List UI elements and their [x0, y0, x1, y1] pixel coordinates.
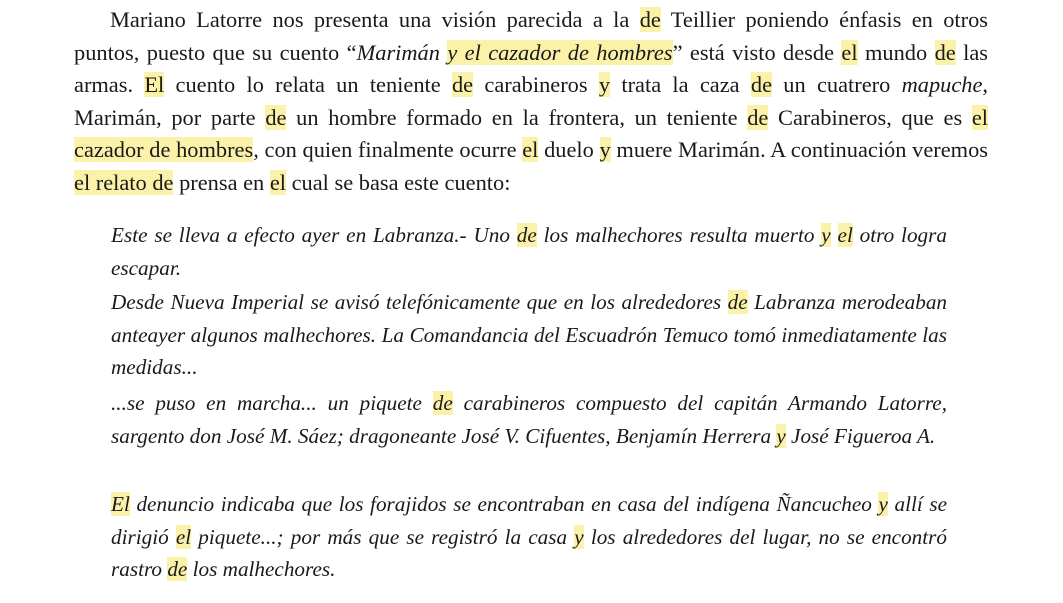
paragraph-text	[74, 7, 988, 195]
highlighted-text: y el cazador de hombres	[447, 39, 673, 65]
highlighted-text: de	[639, 7, 661, 32]
highlighted-text: el relato de	[74, 169, 174, 195]
text-run: carabineros	[473, 72, 599, 98]
text-run: trata la caza	[610, 72, 751, 98]
block-quote-2	[111, 286, 947, 384]
highlighted-text: de	[747, 104, 769, 130]
text-run: , con quien finalmente ocurre	[253, 137, 523, 163]
text-run: las armas.	[74, 39, 988, 98]
text-run: los malhechores.	[187, 557, 336, 581]
text-run	[831, 223, 838, 247]
body-paragraph	[74, 4, 988, 200]
block-quote-1	[111, 219, 947, 284]
highlighted-text: de	[516, 223, 537, 247]
highlighted-text: el	[269, 169, 287, 195]
highlighted-text: de	[750, 72, 773, 98]
highlighted-text: y	[878, 492, 888, 516]
text-run: Carabineros, que es	[768, 104, 972, 130]
highlighted-text: de	[451, 72, 474, 98]
highlighted-text: de	[167, 557, 188, 581]
highlighted-text: y	[599, 137, 611, 163]
text-run: cual se basa este cuento:	[286, 169, 511, 195]
highlighted-text: de	[265, 104, 287, 130]
text-run: Teillier poniendo énfasis en otros puntos, puesto que su cuento “	[74, 7, 988, 65]
text-run: ...se puso en marcha... un piquete	[111, 391, 433, 415]
highlighted-text: y	[821, 223, 831, 247]
text-run: ” está visto desde	[672, 39, 842, 65]
text-run: otro logra escapar.	[111, 223, 947, 280]
text-run: Este se lleva a efecto ayer en Labranza.- Uno	[111, 223, 517, 247]
text-run: muere Marimán. A continuación veremos	[610, 137, 988, 163]
text-run: allí se dirigió	[111, 492, 947, 549]
highlighted-text: y	[598, 72, 611, 98]
text-run: duelo	[538, 137, 600, 163]
text-run: carabineros compuesto del capitán Armando Latorre, sargento don José M. Sáez; dragoneante José V. Cifuentes, Benjamín Herrera	[111, 391, 947, 448]
text-run: cuento lo relata un teniente	[164, 72, 452, 98]
block-quote-4	[111, 488, 947, 586]
text-run: los malhechores resulta muerto	[536, 223, 822, 247]
text-run: Mariano Latorre nos presenta una visión parecida a la	[110, 7, 640, 32]
text-run: mapuche	[901, 72, 983, 98]
text-run: , Marimán, por parte	[74, 72, 989, 130]
highlighted-text: de	[432, 391, 453, 415]
text-run: un cuatrero	[772, 72, 902, 98]
highlighted-text: el	[837, 223, 853, 247]
block-quote-3	[111, 387, 947, 452]
text-run: piquete...; por más que se registró la casa	[191, 524, 575, 549]
text-run: prensa en	[173, 169, 270, 195]
highlighted-text: el	[841, 39, 858, 65]
text-run: Marimán	[356, 39, 448, 65]
text-run: Labranza merodeaban anteayer algunos malhechores. La Comandancia del Escuadrón Temuco tomó inmediatamente las medidas...	[111, 290, 948, 379]
highlighted-text: de	[934, 39, 956, 65]
text-run: Desde Nueva Imperial se avisó telefónicamente que en los alrededores	[111, 290, 728, 314]
highlighted-text: de	[727, 290, 748, 314]
highlighted-text: y	[776, 423, 786, 448]
highlighted-text: el cazador de hombres	[74, 104, 989, 163]
highlighted-text: y	[574, 524, 584, 549]
text-run: mundo	[857, 39, 935, 65]
text-run: los alrededores del lugar, no se encontró rastro	[111, 524, 947, 581]
highlighted-text: El	[144, 72, 165, 98]
text-run: denuncio indicaba que los forajidos se encontraban en casa del indígena Ñancucheo	[129, 492, 879, 516]
text-run: un hombre formado en la frontera, un teniente	[286, 104, 748, 130]
highlighted-text: el	[175, 524, 192, 549]
highlighted-text: el	[522, 137, 539, 163]
text-run: José Figueroa A.	[785, 423, 936, 448]
highlighted-text: El	[111, 492, 130, 516]
